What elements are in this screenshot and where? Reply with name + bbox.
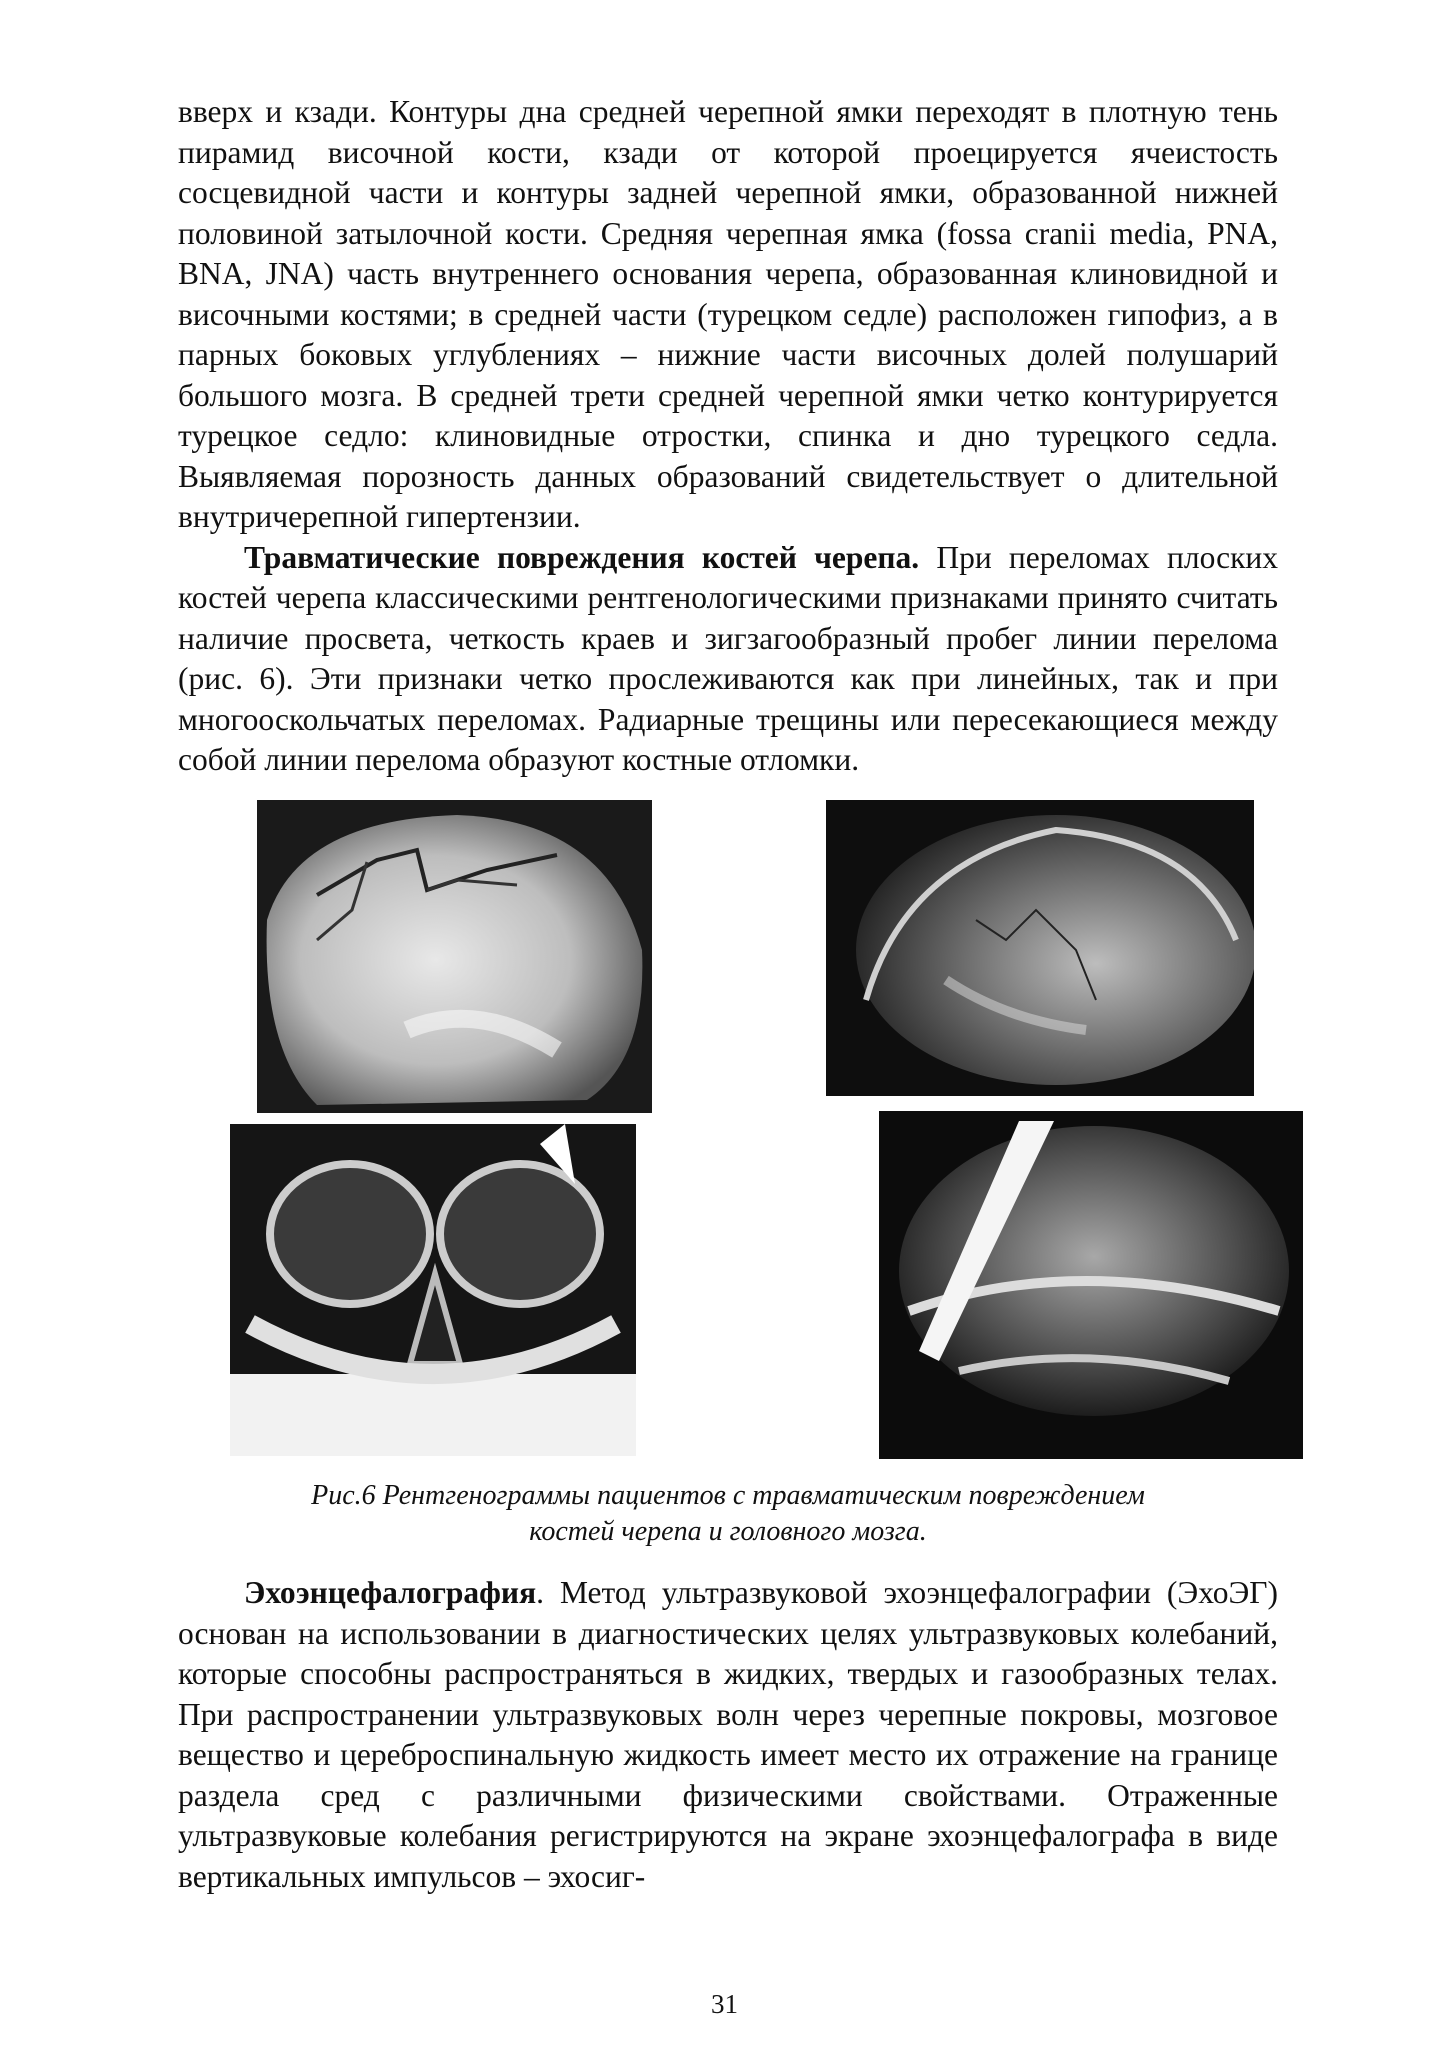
figure-caption-line-2: костей черепа и головного мозга. xyxy=(529,1516,927,1547)
figure-caption-line-1: Рис.6 Рентгенограммы пациентов с травматическим повреждением xyxy=(311,1480,1145,1511)
paragraph-3-body: . Метод ультразвуковой эхоэнцефалографии (ЭхоЭГ) основан на использовании в диагностических целях ультразвуковых колебаний, которые способны распространяться в жидких, твердых и газообразных телах. При распространении ультразвуковых волн через черепные покровы, мозговое вещество и цереброспинальную жидкость имеет место их отражение на границе раздела сред с различными физическими свойствами. Отраженные ультразвуковые колебания регистрируются на экране эхоэнцефалографа в виде вертикальных импульсов – эхосиг- xyxy=(178,1575,1278,1894)
section-heading-echo: Эхоэнцефалография xyxy=(244,1575,537,1610)
paragraph-3 xyxy=(178,1573,1278,1897)
page-number: 31 xyxy=(711,1989,738,2019)
xray-skull-lateral-fracture xyxy=(257,800,652,1113)
paragraph-1: вверх и кзади. Контуры дна средней черепной ямки переходят в плотную тень пирамид височной кости, кзади от которой проецируется ячеистость сосцевидной части и контуры задней черепной ямки, образованной нижней половиной затылочной кости. Средняя черепная ямка (fossa cranii media, PNA, BNA, JNA) часть внутреннего основания черепа, образованная клиновидной и височными костями; в средней части (турецком седле) расположен гипофиз, а в парных боковых углублениях – нижние части височных долей полушарий большого мозга. В средней трети средней черепной ямки четко контурируется турецкое седло: клиновидные отростки, спинка и дно турецкого седла. Выявляемая порозность данных образований свидетельствует о длительной внутричерепной гипертензии. xyxy=(178,94,1278,534)
xray-skull-lateral-dark xyxy=(826,800,1254,1096)
paragraph-2-body: При переломах плоских костей черепа классическими рентгенологическими признаками принято считать наличие просвета, четкость краев и зигзагообразный пробег линии перелома (рис. 6). Эти признаки четко прослеживаются как при линейных, так и при многооскольчатых переломах. Радиарные трещины или пересекающиеся между собой линии перелома образуют костные отломки. xyxy=(178,539,1278,777)
paragraph-2 xyxy=(178,538,1278,781)
text-block-bottom xyxy=(178,1573,1278,1897)
section-heading-trauma: Травматические повреждения костей черепа. xyxy=(244,539,920,575)
xray-skull-frontal-face xyxy=(230,1124,636,1456)
text-block-top xyxy=(178,92,1278,781)
xray-skull-frontal-foreign-body xyxy=(879,1111,1303,1459)
figure-caption xyxy=(178,1478,1278,1550)
